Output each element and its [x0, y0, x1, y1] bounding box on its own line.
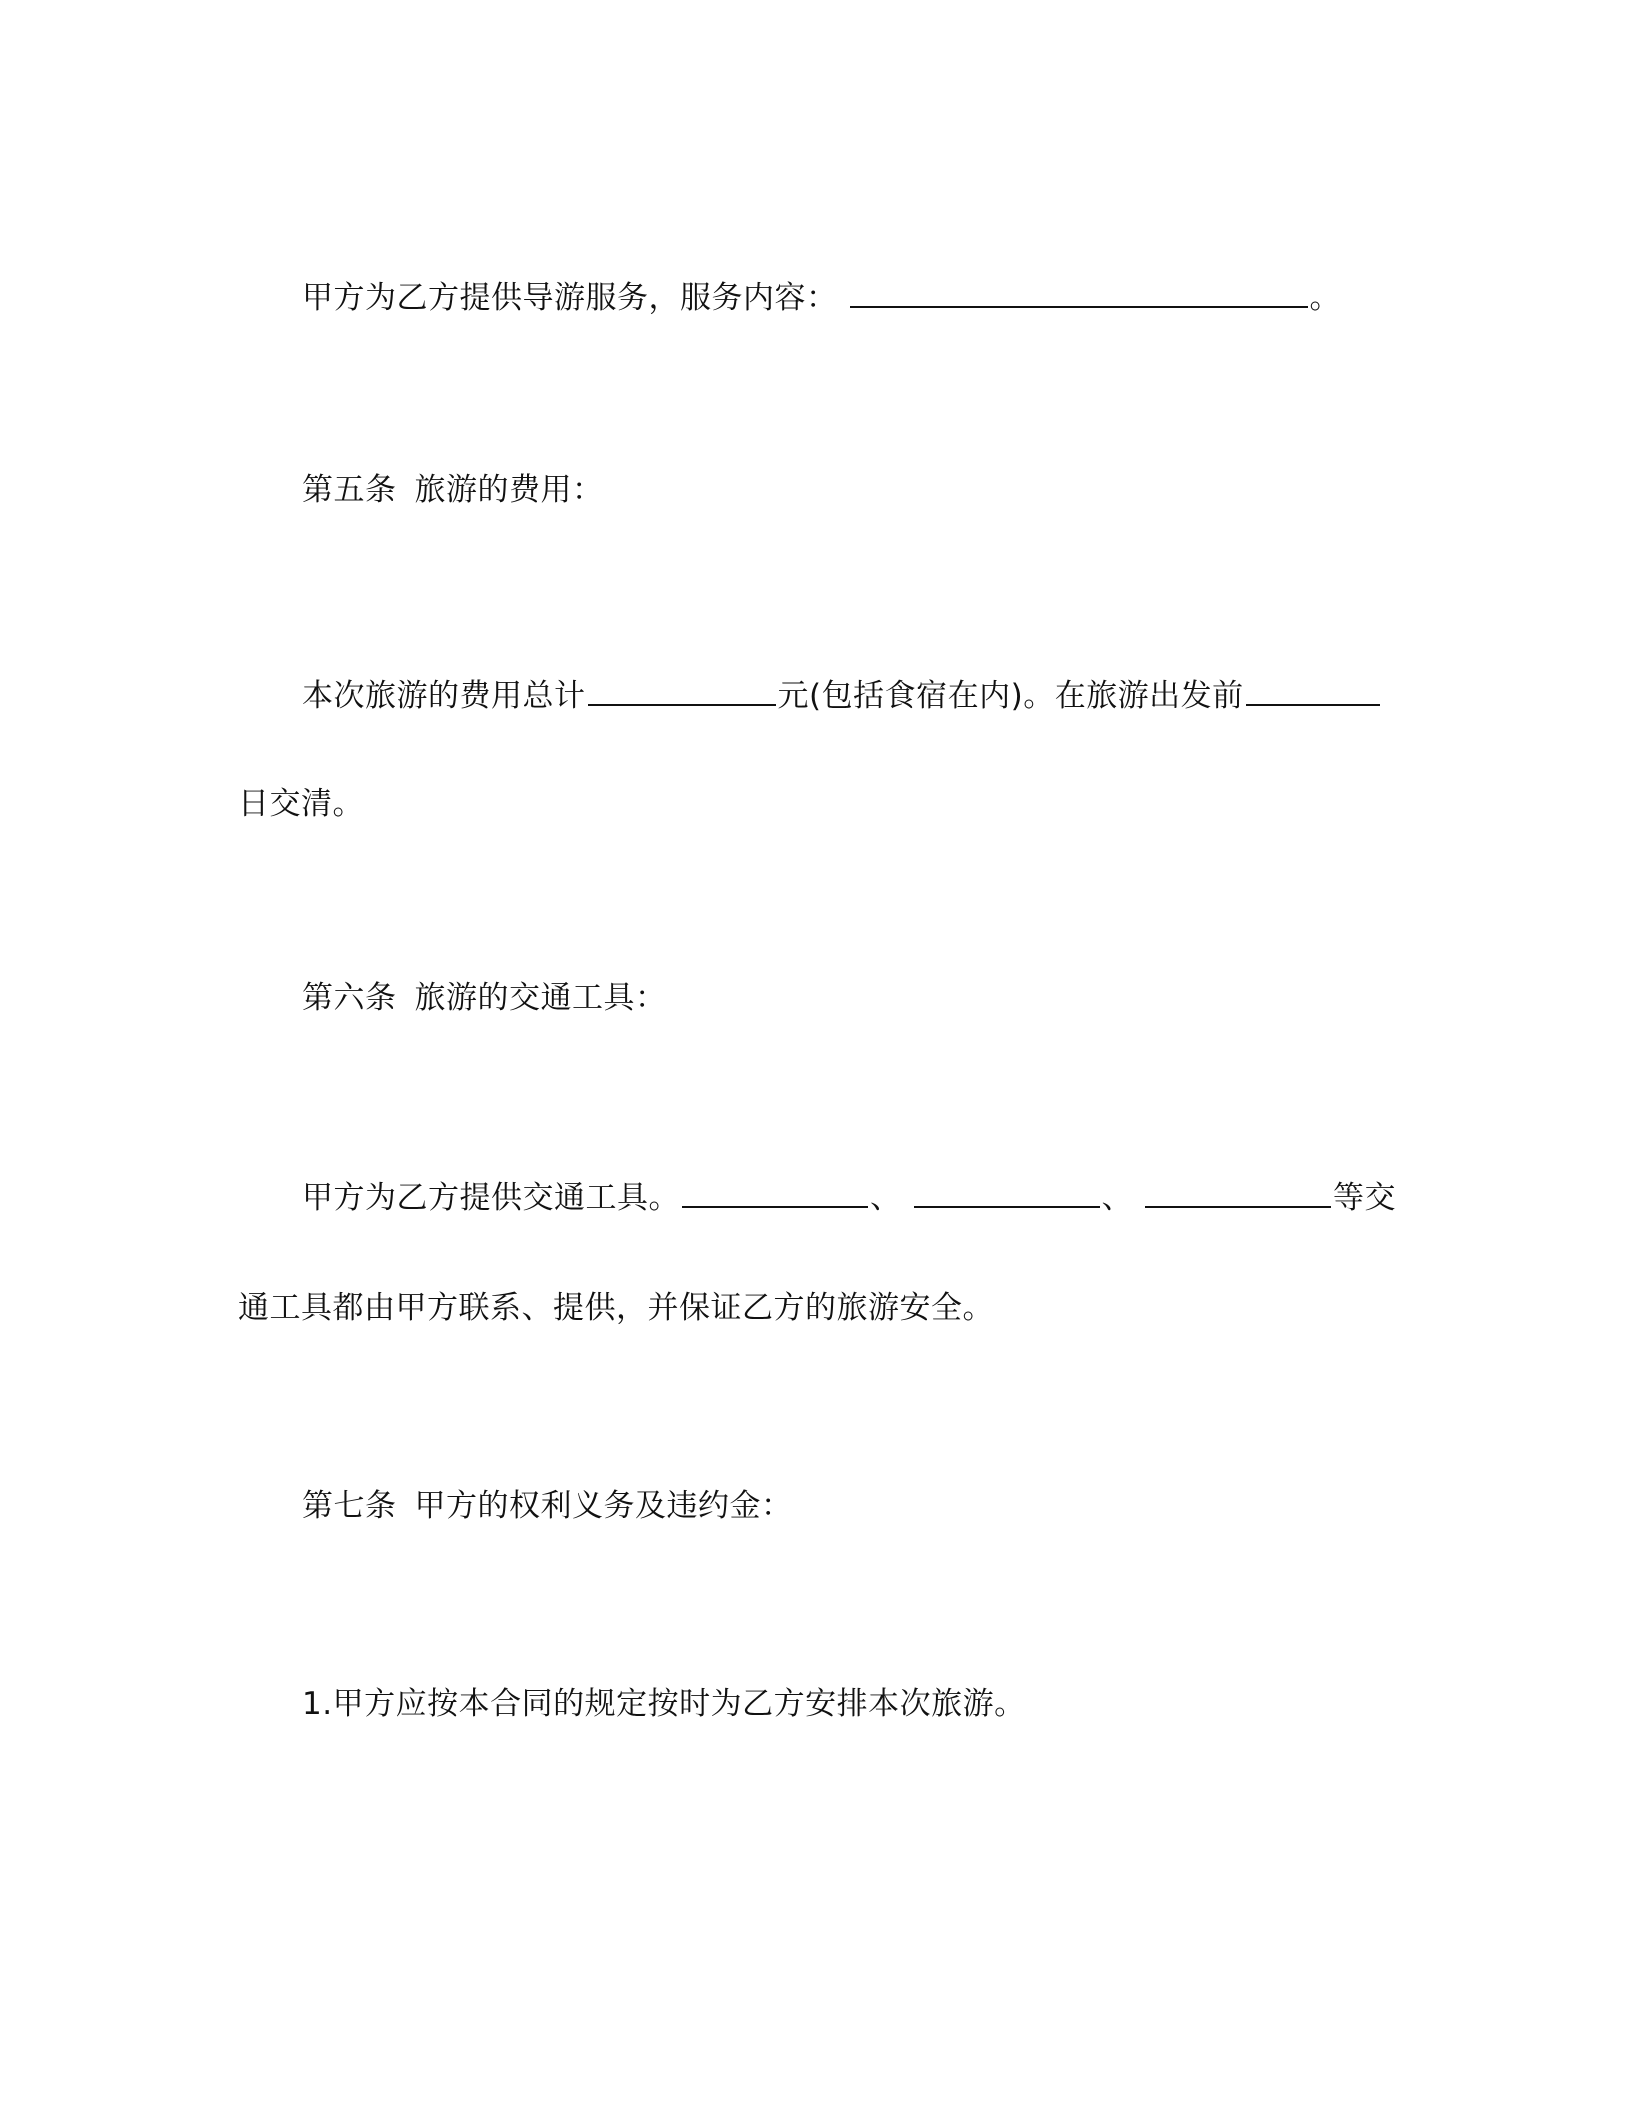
paragraph-end: 。	[1309, 280, 1341, 316]
paragraph-travel-cost	[302, 674, 1382, 716]
fill-in-blank[interactable]	[682, 1176, 868, 1208]
paragraph-text: 本次旅游的费用总计	[302, 678, 586, 714]
article-6-heading	[302, 978, 667, 1018]
fill-in-blank[interactable]	[1246, 674, 1380, 706]
fill-in-blank[interactable]	[914, 1176, 1100, 1208]
paragraph-text: 等交	[1333, 1180, 1396, 1216]
paragraph-text: 甲方为乙方提供交通工具。	[302, 1180, 680, 1216]
fill-in-blank[interactable]	[850, 276, 1308, 308]
paragraph-text: 通工具都由甲方联系、提供，并保证乙方的旅游安全。	[238, 1290, 994, 1326]
fill-in-blank[interactable]	[1145, 1176, 1331, 1208]
paragraph-continuation	[238, 1288, 994, 1328]
fill-in-blank[interactable]	[588, 674, 776, 706]
article-title: 甲方的权利义务及违约金：	[414, 1488, 793, 1524]
article-number: 第六条	[302, 980, 397, 1016]
paragraph-text: 日交清。	[238, 786, 364, 822]
article-7-heading	[302, 1486, 793, 1526]
paragraph-continuation	[238, 784, 364, 824]
article-title: 旅游的交通工具：	[414, 980, 667, 1016]
separator: 、	[870, 1180, 902, 1216]
article-number: 第七条	[302, 1488, 397, 1524]
article-number: 第五条	[302, 472, 397, 508]
paragraph-text: 甲方为乙方提供导游服务，服务内容：	[302, 280, 838, 316]
list-item-1	[302, 1684, 1026, 1724]
list-item-text: 1.甲方应按本合同的规定按时为乙方安排本次旅游。	[302, 1686, 1026, 1722]
article-5-heading	[302, 470, 604, 510]
separator: 、	[1101, 1180, 1133, 1216]
paragraph-text: 元(包括食宿在内)。在旅游出发前	[777, 678, 1244, 714]
paragraph-guide-service	[302, 276, 1341, 318]
article-title: 旅游的费用：	[414, 472, 604, 508]
paragraph-transport	[302, 1176, 1396, 1218]
